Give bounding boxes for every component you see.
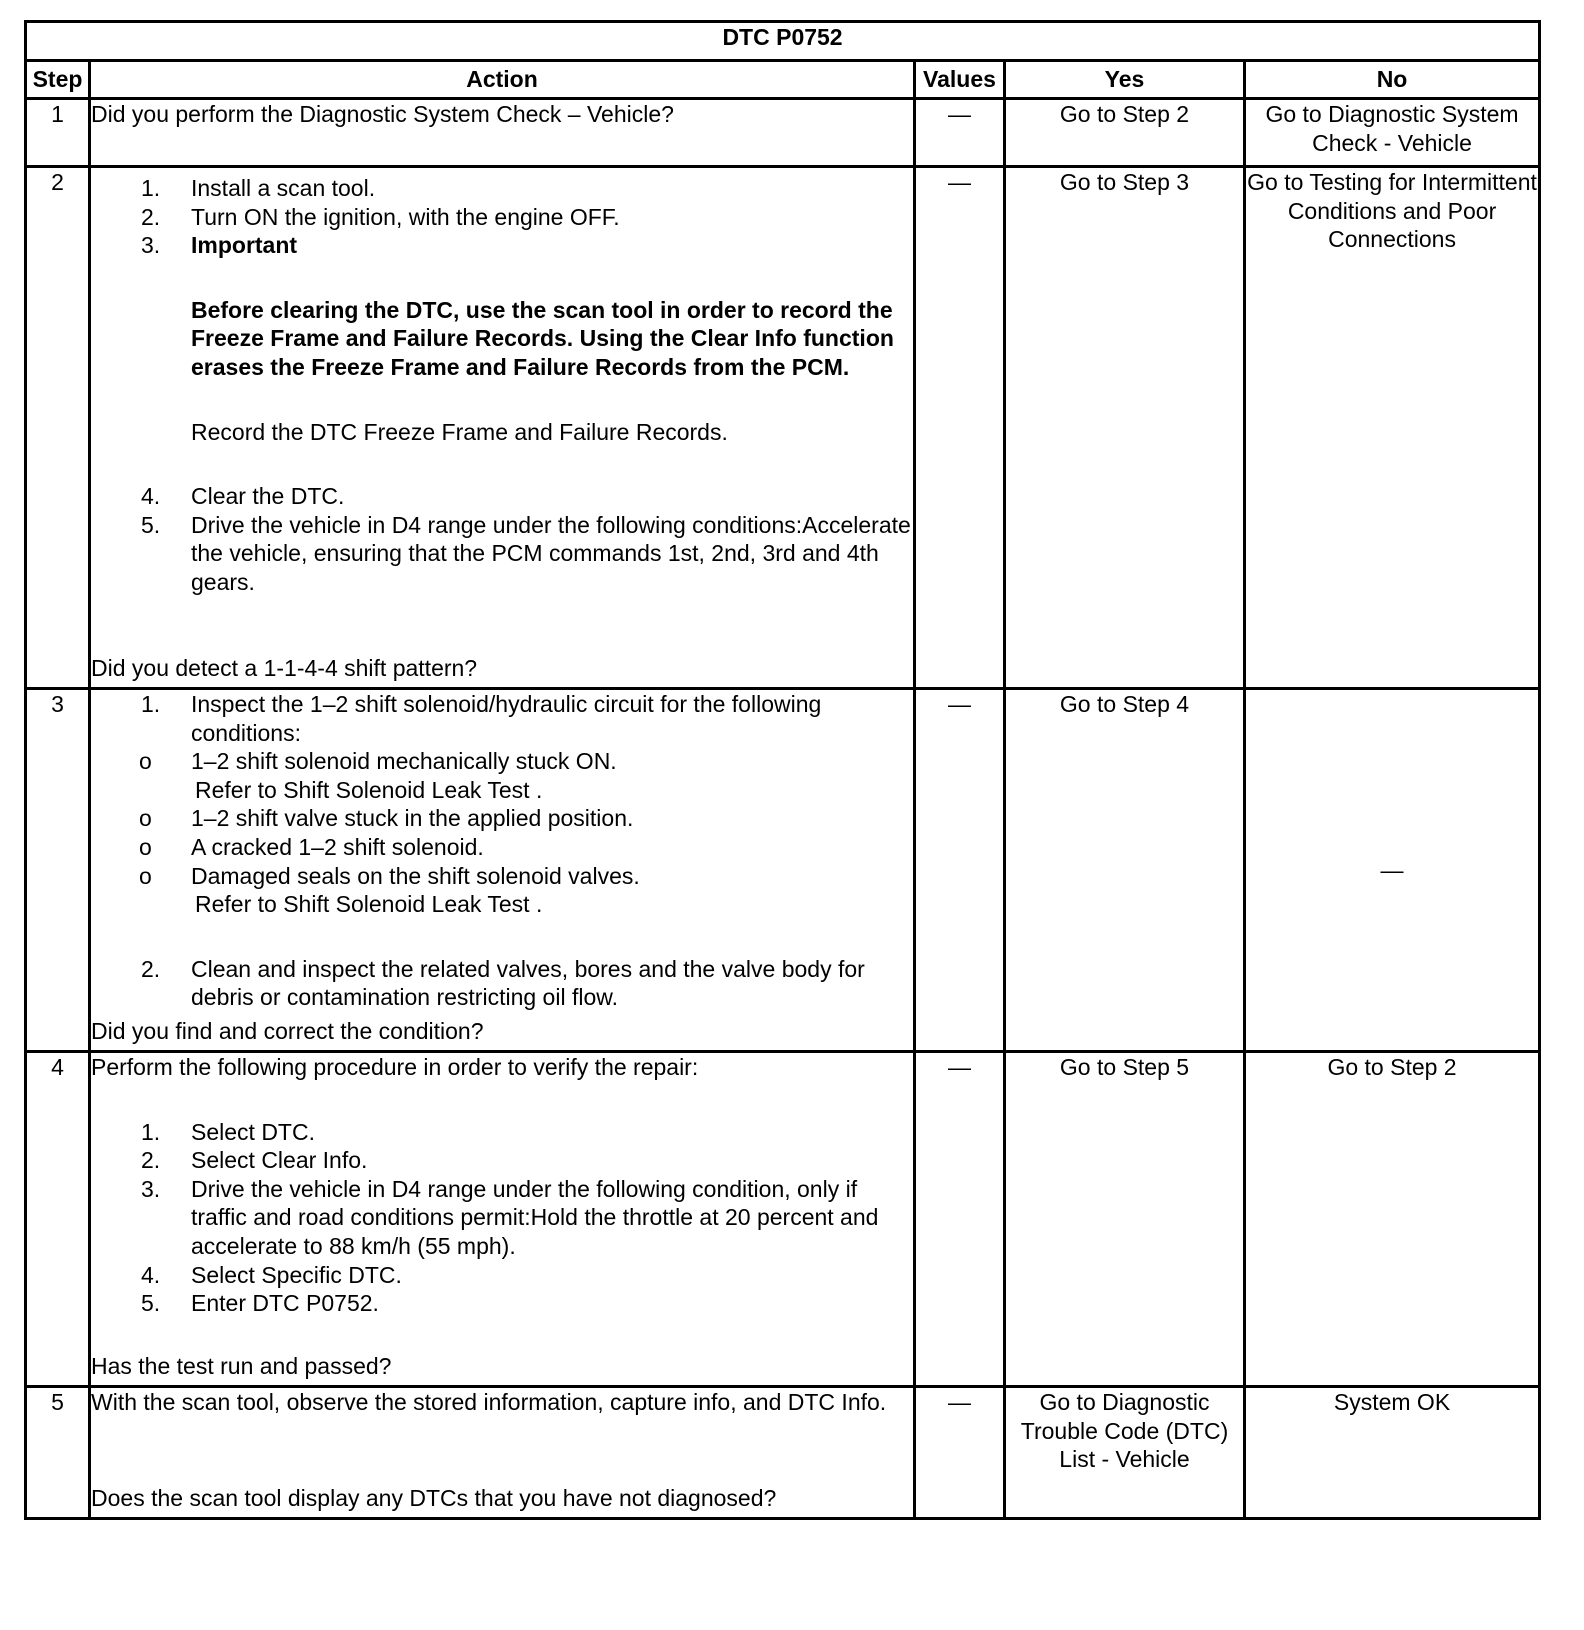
table-row-step-2 — [26, 167, 1540, 689]
step-number: 3 — [26, 689, 90, 1052]
yes-cell: Go to Step 2 — [1005, 99, 1245, 167]
action-step: 1. Inspect the 1–2 shift solenoid/hydraulic circuit for the following conditions: — [141, 691, 822, 746]
yes-cell: Go to Step 3 — [1005, 167, 1245, 689]
action-step: 5. Enter DTC P0752. — [141, 1290, 379, 1317]
action-question: Did you detect a 1-1-4-4 shift pattern? — [91, 655, 478, 682]
action-cell — [90, 1387, 915, 1519]
no-cell: — — [1245, 689, 1540, 1052]
action-question: Has the test run and passed? — [91, 1353, 392, 1380]
condition-item: o 1–2 shift valve stuck in the applied position. — [139, 805, 634, 832]
action-cell — [90, 167, 915, 689]
values-cell: — — [915, 689, 1005, 1052]
header-step: Step — [26, 61, 90, 99]
no-cell: Go to Step 2 — [1245, 1052, 1540, 1387]
action-intro: Perform the following procedure in order to verify the repair: — [91, 1054, 699, 1080]
action-question: Did you perform the Diagnostic System Check – Vehicle? — [91, 101, 674, 127]
values-cell: — — [915, 1052, 1005, 1387]
table-row-step-3 — [26, 689, 1540, 1052]
action-step: 3. Important Before clearing the DTC, use the scan tool in order to record the Freeze Frame and Failure Records. Using the Clear Info function erases the Freeze Frame and Failure Records from the PCM. Record the DTC Freeze Frame and Failure Records. — [91, 231, 913, 482]
step-number: 2 — [26, 167, 90, 689]
action-step: 3. Drive the vehicle in D4 range under the following condition, only if traffic and road conditions permit:Hold the throttle at 20 percent and accelerate to 88 km/h (55 mph). — [141, 1175, 879, 1259]
action-steps — [91, 690, 913, 747]
values-cell: — — [915, 99, 1005, 167]
cross-reference: Refer to Shift Solenoid Leak Test . — [195, 776, 543, 803]
action-step: 2. Turn ON the ignition, with the engine OFF. — [141, 203, 620, 230]
step-number: 4 — [26, 1052, 90, 1387]
header-action: Action — [90, 61, 915, 99]
cross-reference: Refer to Shift Solenoid Leak Test . — [195, 891, 543, 918]
action-intro: With the scan tool, observe the stored information, capture info, and DTC Info. — [91, 1389, 887, 1415]
action-question: Did you find and correct the condition? — [91, 1018, 484, 1045]
header-no: No — [1245, 61, 1540, 99]
action-question: Does the scan tool display any DTCs that you have not diagnosed? — [91, 1485, 777, 1512]
yes-cell: Go to Step 5 — [1005, 1052, 1245, 1387]
action-steps — [91, 1118, 913, 1318]
action-step: 2. Select Clear Info. — [141, 1147, 368, 1174]
values-cell: — — [915, 167, 1005, 689]
important-label: Important — [191, 232, 298, 259]
table-row-step-4 — [26, 1052, 1540, 1387]
action-step: 1. Select DTC. — [141, 1118, 315, 1145]
no-cell: System OK — [1245, 1387, 1540, 1519]
action-steps — [91, 955, 913, 1012]
action-step: 4. Clear the DTC. — [141, 483, 345, 510]
table-row-step-5 — [26, 1387, 1540, 1519]
header-values: Values — [915, 61, 1005, 99]
action-step: 2. Clean and inspect the related valves, bores and the valve body for debris or contamination restricting oil flow. — [141, 955, 865, 1011]
step-number: 5 — [26, 1387, 90, 1519]
dtc-table — [24, 20, 1541, 1520]
header-row — [26, 61, 1540, 99]
values-cell: — — [915, 1387, 1005, 1519]
action-step-text: Record the DTC Freeze Frame and Failure Records. — [191, 418, 728, 445]
yes-cell: Go to Diagnostic Trouble Code (DTC) List - Vehicle — [1005, 1387, 1245, 1519]
no-cell: Go to Diagnostic System Check - Vehicle — [1245, 99, 1540, 167]
action-steps — [91, 174, 913, 597]
action-step: 1. Install a scan tool. — [141, 175, 376, 201]
condition-item: o Damaged seals on the shift solenoid valves. Refer to Shift Solenoid Leak Test . — [91, 862, 913, 919]
condition-item: o A cracked 1–2 shift solenoid. — [139, 833, 484, 860]
action-cell — [90, 99, 915, 167]
condition-item: o 1–2 shift solenoid mechanically stuck ON. Refer to Shift Solenoid Leak Test . — [91, 747, 913, 804]
header-yes: Yes — [1005, 61, 1245, 99]
important-note: Before clearing the DTC, use the scan tool in order to record the Freeze Frame and Failure Records. Using the Clear Info function erases the Freeze Frame and Failure Records from the PCM. — [191, 296, 894, 380]
action-step: 5. Drive the vehicle in D4 range under the following conditions:Accelerate the vehicle, ensuring that the PCM commands 1st, 2nd, 3rd and 4th gears. — [141, 511, 911, 595]
condition-list — [91, 747, 913, 919]
no-cell: Go to Testing for Intermittent Conditions and Poor Connections — [1245, 167, 1540, 689]
step-number: 1 — [26, 99, 90, 167]
table-row-step-1 — [26, 99, 1540, 167]
action-cell — [90, 1052, 915, 1387]
action-step: 4. Select Specific DTC. — [141, 1261, 402, 1288]
table-title: DTC P0752 — [26, 22, 1540, 61]
yes-cell: Go to Step 4 — [1005, 689, 1245, 1052]
action-cell — [90, 689, 915, 1052]
